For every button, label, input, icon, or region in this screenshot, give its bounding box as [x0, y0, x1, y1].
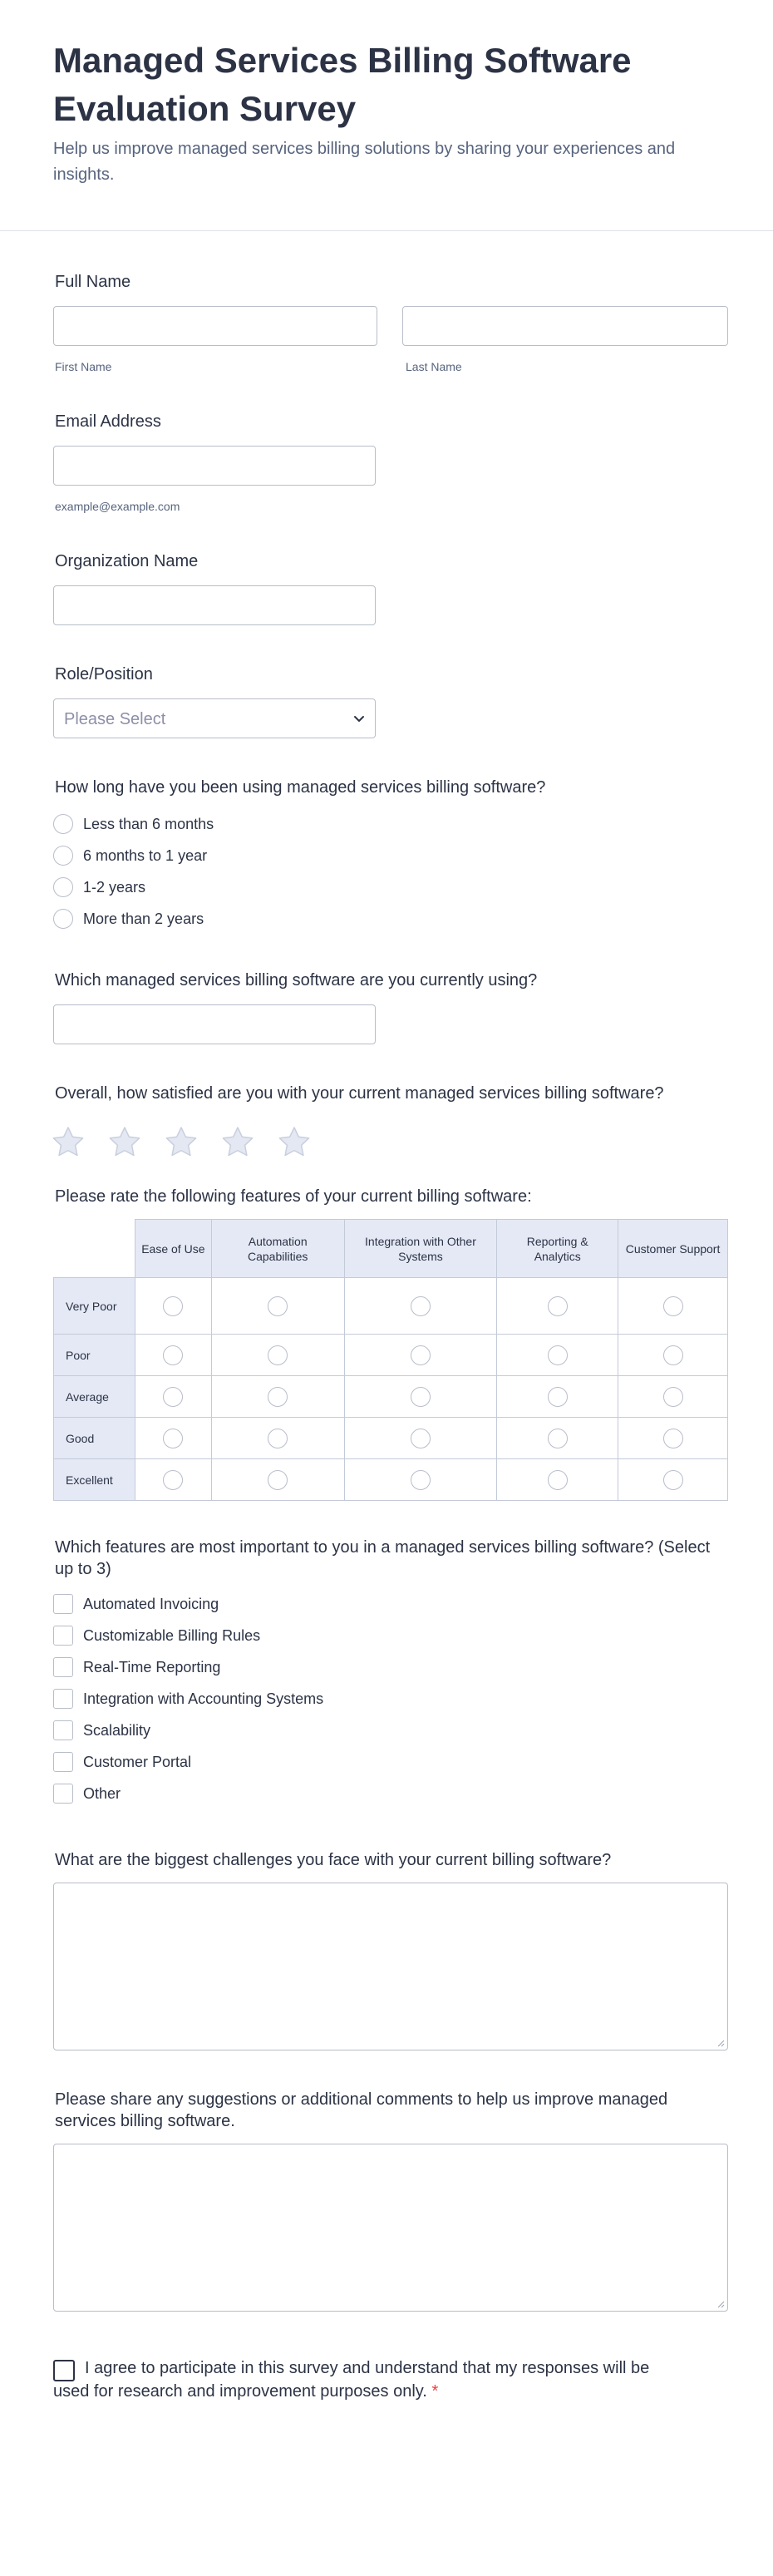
matrix-row: [54, 1376, 728, 1418]
form-header: [0, 0, 773, 231]
checkbox[interactable]: [53, 1657, 73, 1677]
form-subtitle: Help us improve managed services billing solutions by sharing your experiences and insights.: [53, 140, 676, 184]
important-features-label: Which features are most important to you in a managed services billing software? (Select up to 3): [55, 1538, 711, 1578]
matrix-header-row: [54, 1220, 728, 1278]
matrix-row-header: Average: [54, 1376, 135, 1418]
matrix-radio[interactable]: [548, 1296, 568, 1316]
matrix-radio[interactable]: [548, 1470, 568, 1490]
suggestions-section: [53, 2089, 728, 2315]
matrix-column-header: Ease of Use: [135, 1220, 211, 1278]
matrix-cell: [618, 1459, 728, 1501]
star-icon[interactable]: [106, 1124, 143, 1161]
matrix-row: [54, 1335, 728, 1376]
matrix-radio[interactable]: [163, 1470, 183, 1490]
matrix-row-header: Poor: [54, 1335, 135, 1376]
matrix-radio[interactable]: [663, 1296, 683, 1316]
software-input[interactable]: [53, 1004, 376, 1044]
matrix-column-header: Reporting & Analytics: [497, 1220, 618, 1278]
matrix-column-header: Automation Capabilities: [211, 1220, 344, 1278]
matrix-cell: [344, 1278, 497, 1335]
matrix-radio[interactable]: [411, 1296, 431, 1316]
matrix-column-header: Customer Support: [618, 1220, 728, 1278]
matrix-cell: [135, 1459, 211, 1501]
software-label: Which managed services billing software are you currently using?: [55, 971, 538, 989]
checkbox[interactable]: [53, 1720, 73, 1740]
email-sublabel: example@example.com: [55, 500, 180, 513]
email-section: [53, 411, 728, 519]
duration-label: How long have you been using managed services billing software?: [55, 778, 546, 797]
matrix-cell: [497, 1418, 618, 1459]
challenges-textarea[interactable]: [53, 1883, 728, 2050]
matrix-column-header: Integration with Other Systems: [344, 1220, 497, 1278]
checkbox[interactable]: [53, 1784, 73, 1804]
matrix-radio[interactable]: [163, 1387, 183, 1407]
challenges-section: [53, 1849, 728, 2054]
organization-label: Organization Name: [55, 552, 199, 570]
radio-button[interactable]: [53, 909, 73, 929]
matrix-radio[interactable]: [411, 1387, 431, 1407]
duration-option[interactable]: [53, 906, 552, 931]
matrix-cell: [211, 1278, 344, 1335]
matrix-radio[interactable]: [268, 1387, 288, 1407]
role-select-placeholder: Please Select: [64, 710, 166, 728]
matrix-radio[interactable]: [163, 1429, 183, 1448]
role-label: Role/Position: [55, 665, 153, 683]
radio-button[interactable]: [53, 846, 73, 866]
matrix-cell: [211, 1376, 344, 1418]
feature-rating-section: [53, 1186, 728, 1502]
matrix-cell: [135, 1278, 211, 1335]
feature-option[interactable]: [53, 1749, 552, 1774]
star-icon[interactable]: [219, 1124, 256, 1161]
matrix-cell: [211, 1459, 344, 1501]
star-rating: [53, 1124, 402, 1161]
matrix-radio[interactable]: [663, 1429, 683, 1448]
matrix-cell: [344, 1418, 497, 1459]
matrix-cell: [344, 1376, 497, 1418]
matrix-radio[interactable]: [411, 1470, 431, 1490]
checkbox[interactable]: [53, 1752, 73, 1772]
matrix-radio[interactable]: [268, 1429, 288, 1448]
duration-option-label: 1-2 years: [83, 879, 146, 896]
matrix-radio[interactable]: [163, 1296, 183, 1316]
matrix-cell: [618, 1335, 728, 1376]
duration-option-label: Less than 6 months: [83, 816, 214, 832]
matrix-cell: [135, 1376, 211, 1418]
full-name-section: [53, 271, 728, 379]
last-name-sublabel: Last Name: [406, 360, 462, 373]
satisfaction-label: Overall, how satisfied are you with your current managed services billing software?: [55, 1084, 664, 1103]
feature-option[interactable]: [53, 1623, 552, 1648]
matrix-cell: [497, 1335, 618, 1376]
matrix-radio[interactable]: [663, 1345, 683, 1365]
first-name-sublabel: First Name: [55, 360, 112, 373]
matrix-cell: [497, 1278, 618, 1335]
checkbox[interactable]: [53, 1594, 73, 1614]
matrix-radio[interactable]: [268, 1470, 288, 1490]
matrix-corner: [54, 1220, 135, 1278]
star-icon[interactable]: [276, 1124, 313, 1161]
feature-option[interactable]: [53, 1591, 552, 1616]
matrix-row-header: Very Poor: [54, 1278, 135, 1335]
first-name-input[interactable]: [53, 306, 377, 346]
important-features-section: [53, 1537, 728, 1811]
matrix-row: [54, 1459, 728, 1501]
resize-handle-icon[interactable]: [716, 2039, 725, 2047]
last-name-input[interactable]: [402, 306, 728, 346]
matrix-radio[interactable]: [548, 1429, 568, 1448]
full-name-label: Full Name: [55, 273, 131, 291]
duration-section: [53, 777, 728, 935]
suggestions-label: Please share any suggestions or additional comments to help us improve managed services billing software.: [55, 2090, 668, 2130]
feature-option[interactable]: [53, 1686, 552, 1711]
form-title: Managed Services Billing Software Evaluation Survey: [53, 41, 632, 128]
feature-option-label: Other: [83, 1785, 121, 1802]
matrix-cell: [618, 1376, 728, 1418]
matrix-cell: [211, 1418, 344, 1459]
matrix-cell: [497, 1459, 618, 1501]
matrix-radio[interactable]: [411, 1345, 431, 1365]
matrix-radio[interactable]: [663, 1387, 683, 1407]
duration-option[interactable]: [53, 875, 552, 900]
matrix-cell: [618, 1278, 728, 1335]
matrix-cell: [344, 1459, 497, 1501]
feature-option-label: Scalability: [83, 1722, 151, 1739]
organization-input[interactable]: [53, 585, 376, 625]
matrix-cell: [135, 1418, 211, 1459]
software-section: [53, 970, 728, 1048]
duration-option-label: More than 2 years: [83, 910, 204, 927]
duration-option[interactable]: [53, 812, 552, 836]
feature-option-label: Customer Portal: [83, 1754, 192, 1770]
feature-option[interactable]: [53, 1655, 552, 1680]
matrix-cell: [497, 1376, 618, 1418]
challenges-label: What are the biggest challenges you face with your current billing software?: [55, 1851, 612, 1869]
agreement-section: [53, 2356, 728, 2406]
feature-option[interactable]: [53, 1718, 552, 1743]
checkbox[interactable]: [53, 1689, 73, 1709]
rating-matrix: [53, 1219, 728, 1501]
matrix-row: [54, 1278, 728, 1335]
matrix-radio[interactable]: [163, 1345, 183, 1365]
matrix-radio[interactable]: [548, 1345, 568, 1365]
star-icon[interactable]: [50, 1124, 86, 1161]
matrix-radio[interactable]: [411, 1429, 431, 1448]
matrix-radio[interactable]: [268, 1345, 288, 1365]
required-asterisk: *: [431, 2382, 439, 2401]
suggestions-textarea[interactable]: [53, 2144, 728, 2312]
satisfaction-section: [53, 1083, 728, 1166]
email-label: Email Address: [55, 412, 161, 431]
matrix-cell: [618, 1418, 728, 1459]
star-icon[interactable]: [163, 1124, 199, 1161]
feature-rating-label: Please rate the following features of your current billing software:: [55, 1187, 532, 1206]
matrix-cell: [135, 1335, 211, 1376]
duration-option-label: 6 months to 1 year: [83, 847, 208, 864]
feature-option-label: Automated Invoicing: [83, 1596, 219, 1612]
resize-handle-icon[interactable]: [716, 2300, 725, 2308]
matrix-radio[interactable]: [663, 1470, 683, 1490]
role-select[interactable]: [53, 698, 376, 738]
matrix-row-header: Good: [54, 1418, 135, 1459]
matrix-radio[interactable]: [268, 1296, 288, 1316]
duration-option[interactable]: [53, 843, 552, 868]
radio-button[interactable]: [53, 877, 73, 897]
feature-option-label: Customizable Billing Rules: [83, 1627, 261, 1644]
email-input[interactable]: [53, 446, 376, 486]
matrix-row: [54, 1418, 728, 1459]
feature-option[interactable]: [53, 1781, 552, 1806]
organization-section: [53, 550, 728, 629]
agreement-text-block: [53, 2356, 652, 2403]
role-section: [53, 664, 728, 742]
matrix-radio[interactable]: [548, 1387, 568, 1407]
radio-button[interactable]: [53, 814, 73, 834]
matrix-cell: [211, 1335, 344, 1376]
matrix-row-header: Excellent: [54, 1459, 135, 1501]
feature-option-label: Integration with Accounting Systems: [83, 1690, 324, 1707]
checkbox[interactable]: [53, 1626, 73, 1646]
chevron-down-icon: [352, 711, 367, 726]
feature-option-label: Real-Time Reporting: [83, 1659, 221, 1675]
matrix-cell: [344, 1335, 497, 1376]
agreement-text: I agree to participate in this survey and understand that my responses will be used for research and improvement purposes only.: [53, 2359, 650, 2401]
